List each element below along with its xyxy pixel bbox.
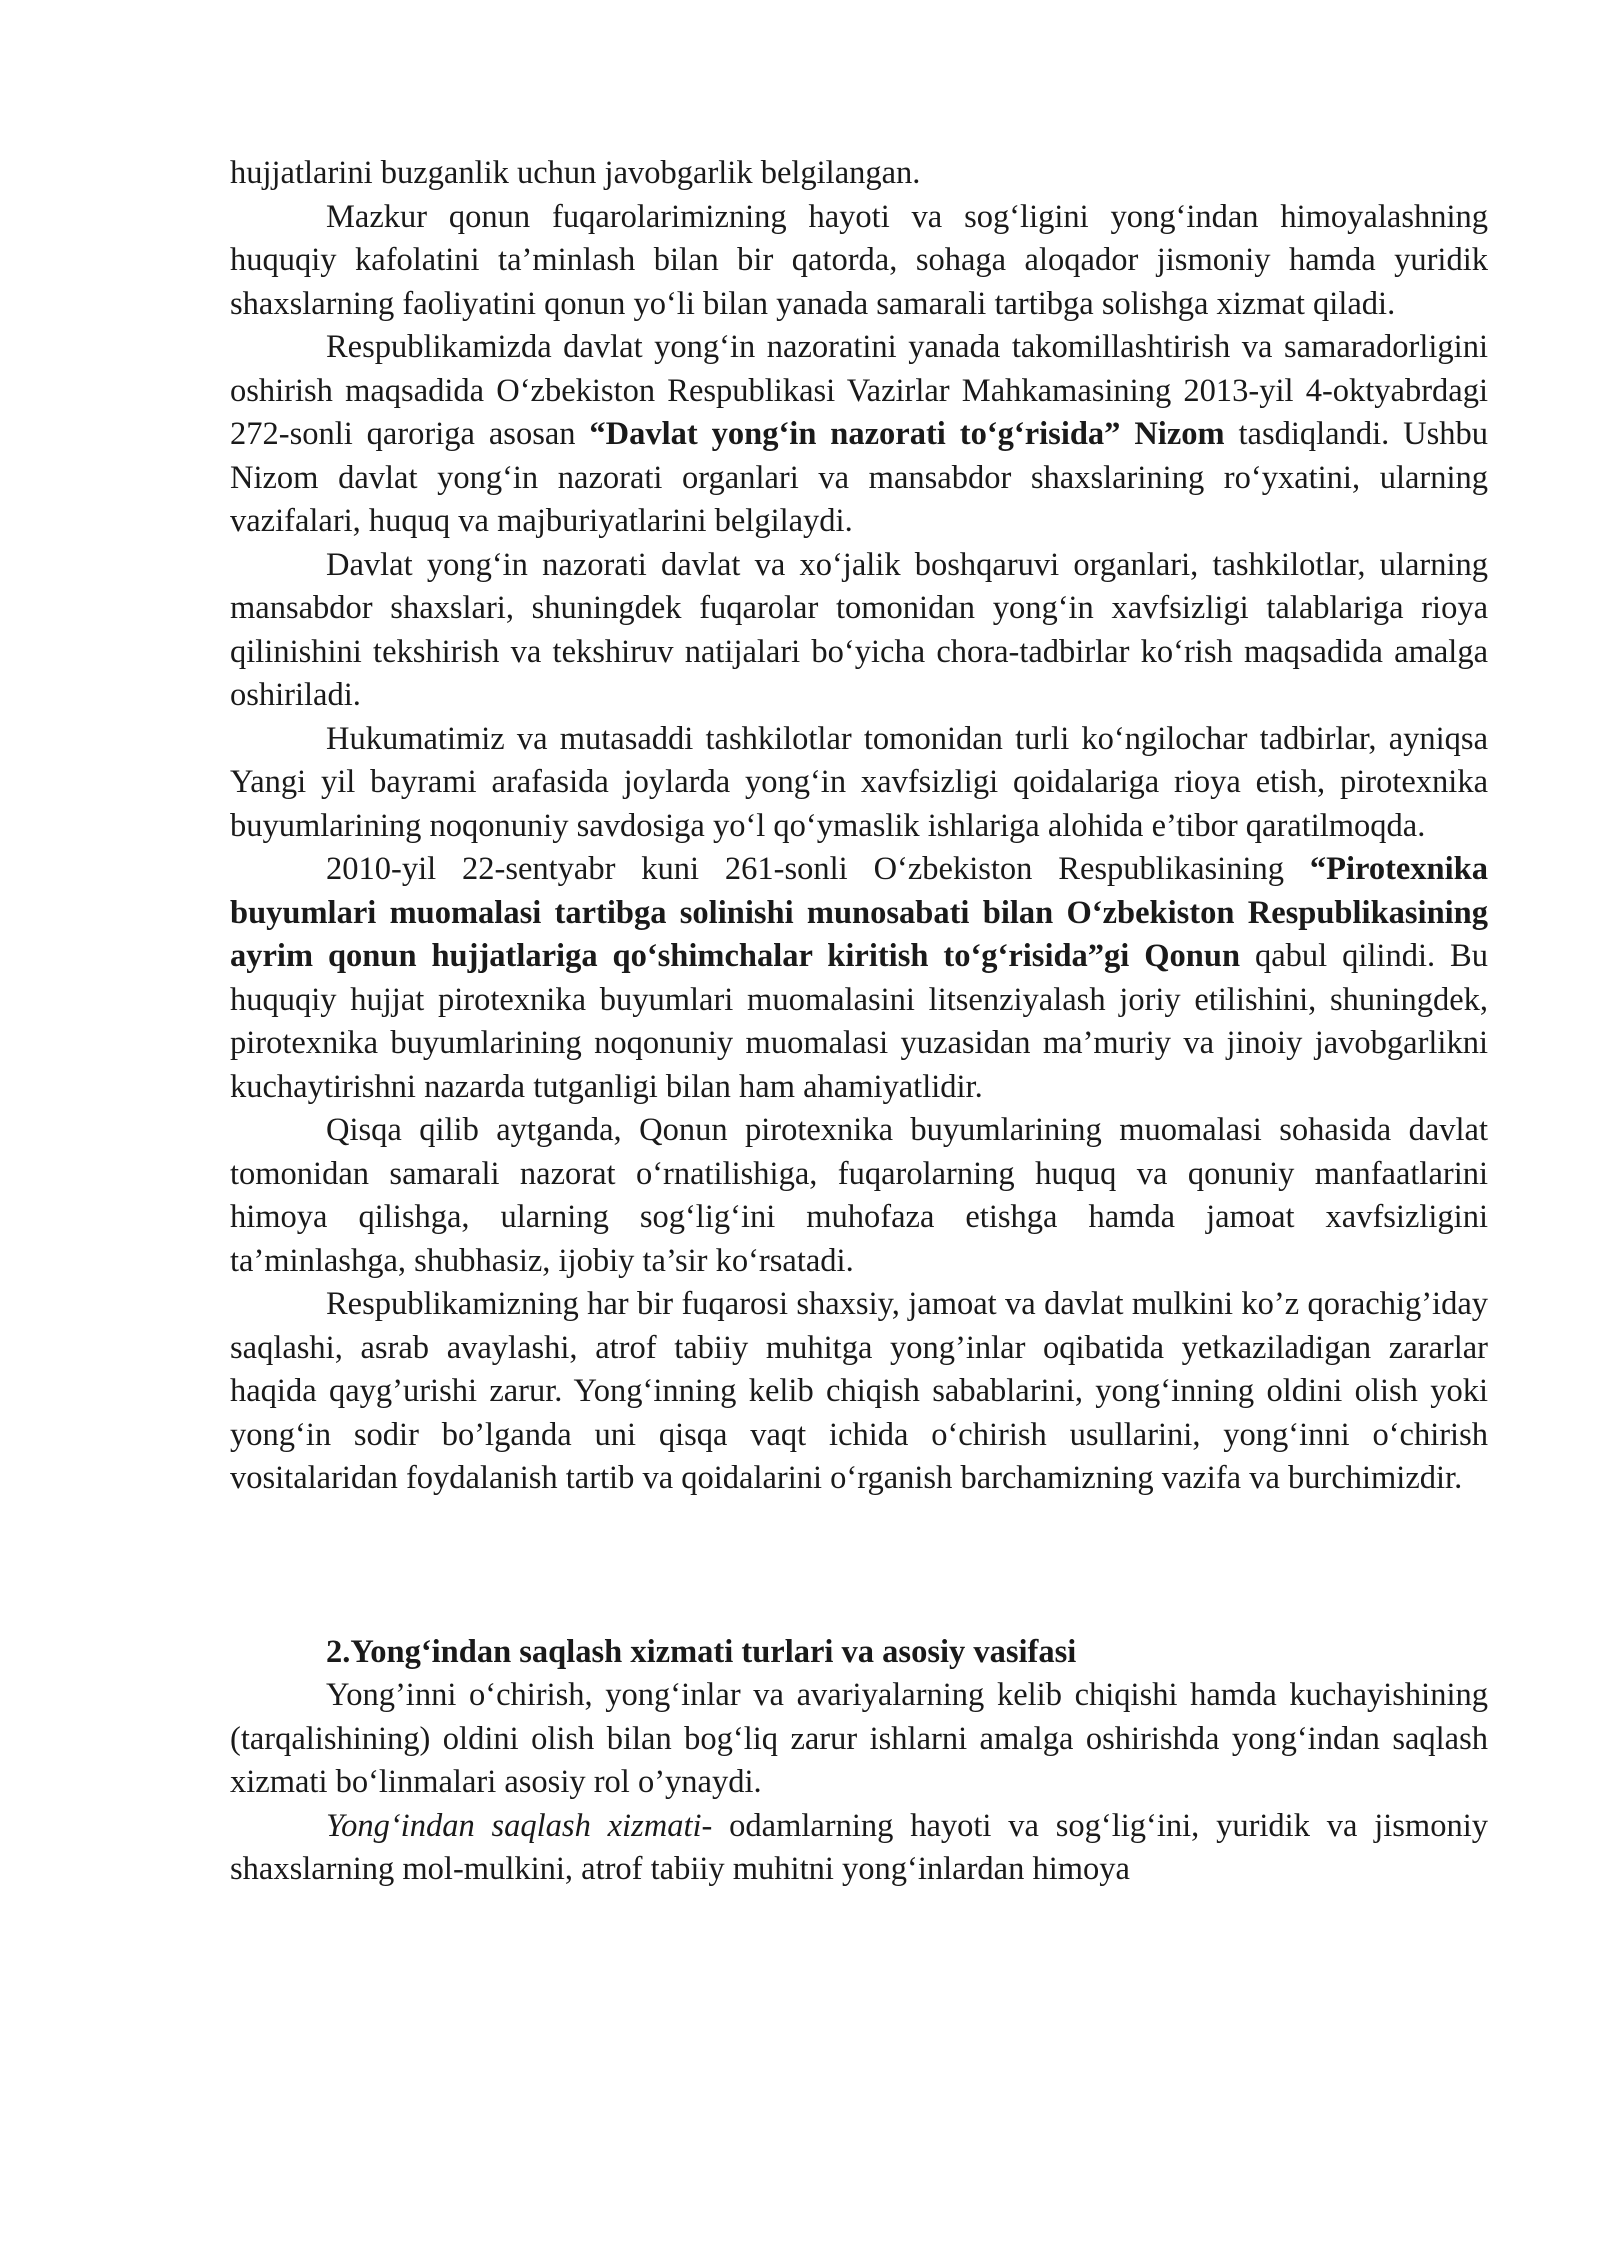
paragraph-3 (230, 326, 1488, 544)
text-run: Respublikamizda davlat yong‘in nazoratini yanada takomillashtirish va samaradorligini oshirish maqsadida O‘zbekiston Respublikasi Vazirlar Mahkamasining 2013-yil 4-oktyabrdagi 272-sonli qaroriga asosan (230, 329, 1488, 452)
text-run: 2010-yil 22-sentyabr kuni 261-sonli O‘zbekiston Respublikasining (326, 851, 1310, 887)
document-body-continued (230, 1674, 1488, 1892)
text-run: tasdiqlandi. Ushbu Nizom davlat yong‘in nazorati organlari va mansabdor shaxslarining ro‘yxatini, ularning vazifalari, huquq va majburiyatlarini belgilaydi. (230, 416, 1488, 539)
text-run: Hukumatimiz va mutasaddi tashkilotlar tomonidan turli ko‘ngilochar tadbirlar, ayniqsa Yangi yil bayrami arafasida joylarda yong‘in xavfsizligi qoidalariga rioya etish, pirotexnika buyumlarining noqonuniy savdosiga yo‘l qo‘ymaslik ishlariga alohida e’tibor qaratilmoqda. (230, 720, 1488, 844)
paragraph-section2-1 (230, 1674, 1488, 1805)
text-run: Respublikamizning har bir fuqarosi shaxsiy, jamoat va davlat mulkini ko’z qorachig’iday saqlashi, asrab avaylashi, atrof tabiiy muhitga yong’inlar oqibatida yetkaziladigan zararlar haqida qayg’urishi zarur. Yong‘inning kelib chiqish sabablarini, yong‘inning oldini olish yoki yong‘in sodir bo’lganda uni qisqa vaqt ichida o‘chirish usullarini, yong‘inni o‘chirish vositalaridan foydalanish tartib va qoidalarini o‘rganish barchamizning vazifa va burchimizdir. (230, 1286, 1488, 1496)
text-run: “Davlat yong‘in nazorati to‘g‘risida” Nizom (589, 416, 1225, 452)
paragraph-6 (230, 848, 1488, 1109)
text-run: Yong’inni o‘chirish, yong‘inlar va avariyalarning kelib chiqishi hamda kuchayishining (tarqalishining) oldini olish bilan bog‘liq zarur ishlarni amalga oshirishda yong‘indan saqlash xizmati bo‘linmalari asosiy rol o’ynaydi. (230, 1677, 1488, 1800)
paragraph-2 (230, 196, 1488, 327)
paragraph-5 (230, 718, 1488, 849)
text-run: - odamlarning hayoti va sog‘lig‘ini, yuridik va jismoniy shaxslarning mol-mulkini, atrof tabiiy muhitni yong‘inlardan himoya (230, 1807, 1488, 1887)
text-run: hujjatlarini buzganlik uchun javobgarlik belgilangan. (230, 155, 921, 191)
paragraph-8 (230, 1283, 1488, 1501)
text-run: Davlat yong‘in nazorati davlat va xo‘jalik boshqaruvi organlari, tashkilotlar, ularning mansabdor shaxslari, shuningdek fuqarolar tomonidan yong‘in xavfsizligi talablariga rioya qilinishini tekshirish va tekshiruv natijalari bo‘yicha chora-tadbirlar ko‘rish maqsadida amalga oshiriladi. (230, 546, 1488, 713)
paragraph-7 (230, 1109, 1488, 1283)
document-body (230, 152, 1488, 1501)
section-heading: 2.Yong‘indan saqlash xizmati turlari va asosiy vasifasi (326, 1633, 1077, 1670)
paragraph-1 (230, 152, 1488, 196)
text-run: Qisqa qilib aytganda, Qonun pirotexnika buyumlarining muomalasi sohasida davlat tomonidan samarali nazorat o‘rnatilishiga, fuqarolarning huquq va qonuniy manfaatlarini himoya qilishga, ularning sog‘lig‘ini muhofaza etishga hamda jamoat xavfsizligini ta’minlashga, shubhasiz, ijobiy ta’sir ko‘rsatadi. (230, 1112, 1488, 1279)
text-run: Mazkur qonun fuqarolarimizning hayoti va sog‘ligini yong‘indan himoyalashning huquqiy kafolatini ta’minlash bilan bir qatorda, sohaga aloqador jismoniy hamda yuridik shaxslarning faoliyatini qonun yo‘li bilan yanada samarali tartibga solishga xizmat qiladi. (230, 198, 1488, 322)
document-page (230, 152, 1488, 1892)
paragraph-4 (230, 544, 1488, 718)
text-run: “Pirotexnika buyumlari muomalasi tartibga solinishi munosabati bilan O‘zbekiston Respublikasining ayrim qonun hujjatlariga qo‘shimchalar kiritish to‘g‘risida”gi Qonun (230, 851, 1488, 974)
text-run: Yong‘indan saqlash xizmati (326, 1807, 702, 1844)
text-run: qabul qilindi. Bu huquqiy hujjat pirotexnika buyumlari muomalasini litsenziyalash joriy etilishini, shuningdek, pirotexnika buyumlarining noqonuniy muomalasi yuzasidan ma’muriy va jinoiy javobgarlikni kuchaytirishni nazarda tutganligi bilan ham ahamiyatlidir. (230, 938, 1488, 1105)
paragraph-section2-2 (230, 1805, 1488, 1892)
